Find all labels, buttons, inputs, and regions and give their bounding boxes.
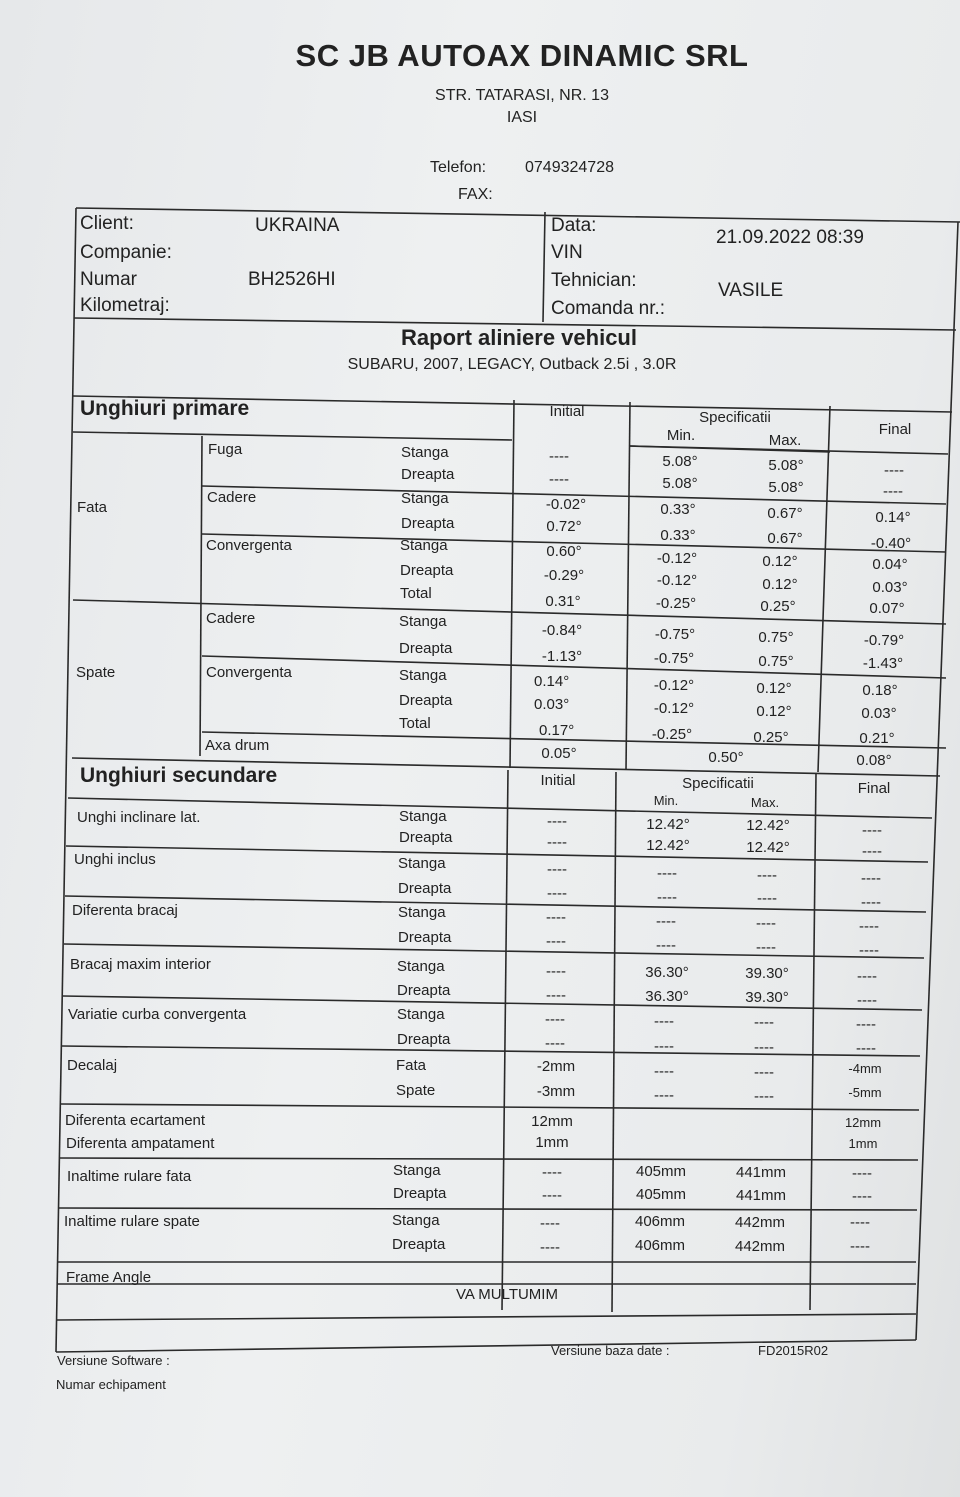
primary-row-min: -0.25° [651, 726, 693, 743]
label-convergenta-fata: Convergenta [206, 537, 292, 554]
bracajmax-max-stanga: 39.30° [745, 965, 789, 982]
kilometraj-label: Kilometraj: [80, 295, 170, 316]
company-city: IASI [506, 109, 538, 126]
primary-row-min: -0.75° [653, 650, 695, 667]
spate-initial-dreapta: ---- [540, 1239, 560, 1256]
fata-max-dreapta: 441mm [735, 1187, 787, 1204]
primary-row-final: 0.03° [861, 705, 897, 722]
primary-row-side: Stanga [401, 444, 449, 461]
primary-row-max: 0.75° [758, 653, 794, 670]
primary-row-max: 0.25° [760, 598, 796, 615]
client-divider [543, 212, 545, 322]
primary-row-final: 0.14° [875, 509, 911, 526]
decalaj-fata-initial: -2mm [536, 1058, 576, 1075]
secondary-section-title: Unghiuri secundare [80, 764, 278, 787]
side-dreapta: Dreapta [398, 880, 452, 897]
inclus-initial-stanga: ---- [547, 861, 567, 878]
label-diferenta-bracaj: Diferenta bracaj [72, 902, 178, 919]
primary-row-side: Stanga [401, 490, 449, 507]
decalaj-fata-max: ---- [754, 1064, 774, 1081]
side-dreapta: Dreapta [398, 929, 452, 946]
primary-row-side: Dreapta [400, 562, 454, 579]
incl-final-stanga: ---- [862, 822, 882, 839]
decalaj-spate-min: ---- [654, 1087, 674, 1104]
primary-row-max: 0.12° [762, 553, 798, 570]
side-dreapta: Dreapta [392, 1236, 446, 1253]
company-name: SC JB AUTOAX DINAMIC SRL [295, 38, 749, 73]
bracajmax-final-dreapta: ---- [857, 992, 877, 1009]
fax-label: FAX: [458, 186, 493, 203]
variatie-max-dreapta: ---- [754, 1039, 774, 1056]
ampatament-initial: 1mm [535, 1134, 569, 1151]
side-stanga: Stanga [397, 958, 445, 975]
label-unghi-inclus: Unghi inclus [74, 851, 156, 868]
database-version-label: Versiune baza date : [551, 1343, 670, 1358]
primary-row-min: -0.12° [653, 677, 695, 694]
inclus-final-dreapta: ---- [861, 894, 881, 911]
side-dreapta: Dreapta [397, 1031, 451, 1048]
primary-row-max: 0.12° [756, 680, 792, 697]
incl-initial-stanga: ---- [547, 813, 567, 830]
primary-spec-header: Specificatii [699, 409, 771, 426]
secondary-initial-header: Initial [540, 772, 576, 789]
decalaj-spate-max: ---- [754, 1088, 774, 1105]
label-fuga: Fuga [208, 441, 243, 458]
primary-row-side: Stanga [400, 537, 448, 554]
fata-final-stanga: ---- [852, 1165, 872, 1182]
primary-row-initial: -1.13° [541, 648, 583, 665]
primary-row-initial: -0.84° [541, 622, 583, 639]
telefon-value: 0749324728 [525, 159, 614, 176]
primary-row-max: 0.12° [762, 576, 798, 593]
primary-row-initial: ---- [549, 471, 569, 488]
primary-row-final: -0.79° [863, 632, 905, 649]
bracajmax-max-dreapta: 39.30° [745, 989, 789, 1006]
side-dreapta: Dreapta [399, 829, 453, 846]
primary-min-header: Min. [666, 427, 696, 444]
spate-final-dreapta: ---- [850, 1238, 870, 1255]
sec-row-11 [57, 1314, 916, 1320]
incl-initial-dreapta: ---- [547, 834, 567, 851]
secondary-max-header: Max. [750, 795, 780, 810]
spate-min-stanga: 406mm [634, 1213, 686, 1230]
primary-row-min: -0.75° [654, 626, 696, 643]
thanks-message: VA MULTUMIM [456, 1286, 558, 1303]
side-fata: Fata [396, 1057, 427, 1074]
side-stanga: Stanga [393, 1162, 441, 1179]
side-stanga: Stanga [392, 1212, 440, 1229]
primary-row-final: 0.04° [872, 556, 908, 573]
fata-initial-dreapta: ---- [542, 1187, 562, 1204]
fata-min-dreapta: 405mm [635, 1186, 687, 1203]
label-decalaj: Decalaj [67, 1057, 118, 1074]
primary-row-initial: -0.29° [543, 567, 585, 584]
primary-row-max: 5.08° [768, 479, 804, 496]
primary-row-final: ---- [883, 483, 903, 500]
companie-label: Companie: [80, 242, 172, 263]
comanda-label: Comanda nr.: [551, 298, 666, 319]
primary-row-max: 0.75° [758, 629, 794, 646]
col-final-left [818, 406, 830, 772]
frame-right [916, 222, 958, 1340]
spate-max-stanga: 442mm [734, 1214, 786, 1231]
spate-min-dreapta: 406mm [634, 1237, 686, 1254]
primary-row-initial: 0.72° [546, 518, 582, 535]
variatie-min-stanga: ---- [654, 1013, 674, 1030]
spate-initial-stanga: ---- [540, 1215, 560, 1232]
sec-row-8 [59, 1208, 917, 1210]
inclus-final-stanga: ---- [861, 870, 881, 887]
fata-final-dreapta: ---- [852, 1188, 872, 1205]
primary-row-min: 5.08° [662, 453, 698, 470]
telefon-label: Telefon: [430, 159, 487, 176]
primary-row-min: -0.25° [655, 595, 697, 612]
label-inaltime-fata: Inaltime rulare fata [67, 1168, 192, 1185]
primary-row-final: 0.03° [872, 579, 908, 596]
primary-row-min: -0.12° [656, 550, 698, 567]
vin-label: VIN [551, 242, 583, 263]
label-axa-drum: Axa drum [205, 737, 270, 754]
data-label: Data: [551, 215, 597, 236]
side-stanga: Stanga [399, 808, 447, 825]
variatie-final-stanga: ---- [856, 1016, 876, 1033]
axa-final: 0.08° [856, 752, 892, 769]
secondary-final-header: Final [857, 780, 891, 797]
primary-row-side: Dreapta [399, 640, 453, 657]
primary-row-side: Dreapta [401, 515, 455, 532]
primary-row-initial: 0.14° [534, 673, 570, 690]
label-frame-angle: Frame Angle [66, 1269, 152, 1286]
bracajmax-initial-stanga: ---- [546, 963, 566, 980]
side-stanga: Stanga [398, 855, 446, 872]
incl-min-dreapta: 12.42° [646, 837, 690, 854]
side-spate: Spate [396, 1082, 436, 1099]
decalaj-fata-final: -4mm [848, 1061, 882, 1076]
spate-max-dreapta: 442mm [734, 1238, 786, 1255]
label-inaltime-spate: Inaltime rulare spate [64, 1213, 200, 1230]
report-title: Raport aliniere vehicul [401, 325, 637, 350]
primary-row-min: -0.12° [653, 700, 695, 717]
software-version-label: Versiune Software : [57, 1353, 170, 1368]
bracaj-max-dreapta: ---- [756, 939, 776, 956]
primary-row-side: Stanga [399, 613, 447, 630]
bracajmax-final-stanga: ---- [857, 968, 877, 985]
col-initial-left [510, 400, 514, 768]
equipment-number-label: Numar echipament [56, 1377, 166, 1392]
group-fata: Fata [77, 499, 108, 516]
primary-row-min: 0.33° [660, 501, 696, 518]
primary-row-max: 0.12° [756, 703, 792, 720]
primary-row-final: -1.43° [862, 655, 904, 672]
primary-row-final: 0.07° [869, 600, 905, 617]
bracaj-min-dreapta: ---- [656, 937, 676, 954]
numar-label: Numar [80, 269, 138, 290]
tehnician-value: VASILE [718, 280, 784, 301]
sec-col-initial [502, 770, 508, 1310]
primary-row-min: -0.12° [656, 572, 698, 589]
primary-initial-header: Initial [549, 403, 585, 420]
decalaj-fata-min: ---- [654, 1063, 674, 1080]
ecartament-final: 12mm [844, 1115, 882, 1130]
primary-row-min: 0.33° [660, 527, 696, 544]
inclus-max-stanga: ---- [757, 867, 777, 884]
incl-max-stanga: 12.42° [746, 817, 790, 834]
sec-row-7 [60, 1158, 918, 1160]
bracaj-max-stanga: ---- [756, 915, 776, 932]
ampatament-final: 1mm [848, 1136, 878, 1151]
label-bracaj-maxim: Bracaj maxim interior [70, 956, 211, 973]
label-unghi-inclinare: Unghi inclinare lat. [77, 809, 201, 826]
sec-row-2 [65, 896, 926, 912]
primary-row-initial: 0.31° [545, 593, 581, 610]
primary-max-header: Max. [768, 432, 802, 449]
primary-row-max: 0.67° [767, 530, 803, 547]
secondary-spec-header: Specificatii [682, 775, 754, 792]
primary-header-line [73, 432, 512, 440]
fata-min-stanga: 405mm [635, 1163, 687, 1180]
primary-row-max: 0.25° [753, 729, 789, 746]
vehicle-description: SUBARU, 2007, LEGACY, Outback 2.5i , 3.0R [347, 356, 677, 373]
primary-row-initial: 0.03° [534, 696, 570, 713]
secondary-min-header: Min. [653, 793, 679, 808]
variatie-final-dreapta: ---- [856, 1040, 876, 1057]
row-line-fata [73, 600, 946, 627]
label-variatie: Variatie curba convergenta [68, 1006, 247, 1023]
primary-row-side: Dreapta [401, 466, 455, 483]
decalaj-spate-initial: -3mm [536, 1083, 576, 1100]
data-value: 21.09.2022 08:39 [716, 227, 864, 248]
variatie-initial-stanga: ---- [545, 1011, 565, 1028]
fata-initial-stanga: ---- [542, 1164, 562, 1181]
primary-final-header: Final [878, 421, 912, 438]
tehnician-label: Tehnician: [551, 270, 637, 291]
incl-min-stanga: 12.42° [646, 816, 690, 833]
primary-row-side: Stanga [399, 667, 447, 684]
variatie-max-stanga: ---- [754, 1014, 774, 1031]
primary-row-initial: ---- [549, 448, 569, 465]
bracaj-initial-dreapta: ---- [546, 933, 566, 950]
frame-top [76, 208, 960, 222]
client-label: Client: [80, 213, 134, 234]
bracaj-final-dreapta: ---- [859, 942, 879, 959]
col-sub-left [200, 436, 202, 756]
bracajmax-min-stanga: 36.30° [645, 964, 689, 981]
label-dif-ampatament: Diferenta ampatament [66, 1135, 215, 1152]
sec-col-spec [612, 772, 616, 1312]
primary-row-final: 0.21° [859, 730, 895, 747]
incl-max-dreapta: 12.42° [746, 839, 790, 856]
bracaj-min-stanga: ---- [656, 913, 676, 930]
side-stanga: Stanga [397, 1006, 445, 1023]
primary-section-title: Unghiuri primare [80, 397, 250, 420]
company-street: STR. TATARASI, NR. 13 [435, 87, 609, 104]
primary-row-min: 5.08° [662, 475, 698, 492]
variatie-initial-dreapta: ---- [545, 1035, 565, 1052]
label-convergenta-spate: Convergenta [206, 664, 292, 681]
bracajmax-min-dreapta: 36.30° [645, 988, 689, 1005]
label-cadere-spate: Cadere [206, 610, 256, 627]
client-value: UKRAINA [255, 215, 340, 236]
group-spate: Spate [76, 664, 116, 681]
bracaj-initial-stanga: ---- [546, 909, 566, 926]
decalaj-spate-final: -5mm [848, 1085, 882, 1100]
sec-row-6 [61, 1104, 919, 1110]
primary-row-side: Total [400, 585, 432, 602]
ecartament-initial: 12mm [531, 1113, 573, 1130]
label-dif-ecartament: Diferenta ecartament [65, 1112, 206, 1129]
bracajmax-initial-dreapta: ---- [546, 987, 566, 1004]
fata-max-stanga: 441mm [735, 1164, 787, 1181]
variatie-min-dreapta: ---- [654, 1038, 674, 1055]
primary-row-max: 5.08° [768, 457, 804, 474]
axa-spec: 0.50° [708, 749, 744, 766]
primary-row-final: ---- [884, 462, 904, 479]
primary-row-side: Total [399, 715, 431, 732]
primary-row-max: 0.67° [767, 505, 803, 522]
numar-value: BH2526HI [248, 269, 336, 290]
inclus-min-stanga: ---- [657, 865, 677, 882]
bracaj-final-stanga: ---- [859, 918, 879, 935]
primary-row-initial: 0.17° [539, 722, 575, 739]
primary-row-initial: 0.60° [546, 543, 582, 560]
inclus-min-dreapta: ---- [657, 889, 677, 906]
side-dreapta: Dreapta [397, 982, 451, 999]
label-cadere-fata: Cadere [207, 489, 257, 506]
primary-row-side: Dreapta [399, 692, 453, 709]
database-version-value: FD2015R02 [758, 1343, 829, 1358]
primary-row-initial: -0.02° [545, 496, 587, 513]
inclus-max-dreapta: ---- [757, 890, 777, 907]
side-stanga: Stanga [398, 904, 446, 921]
col-spec-left [626, 402, 630, 770]
sec-col-final [810, 774, 816, 1310]
inclus-initial-dreapta: ---- [547, 885, 567, 902]
axa-initial: 0.05° [541, 745, 577, 762]
incl-final-dreapta: ---- [862, 843, 882, 860]
spate-final-stanga: ---- [850, 1214, 870, 1231]
primary-row-final: -0.40° [870, 535, 912, 552]
side-dreapta: Dreapta [393, 1185, 447, 1202]
sec-row-5 [62, 1046, 920, 1056]
primary-row-final: 0.18° [862, 682, 898, 699]
